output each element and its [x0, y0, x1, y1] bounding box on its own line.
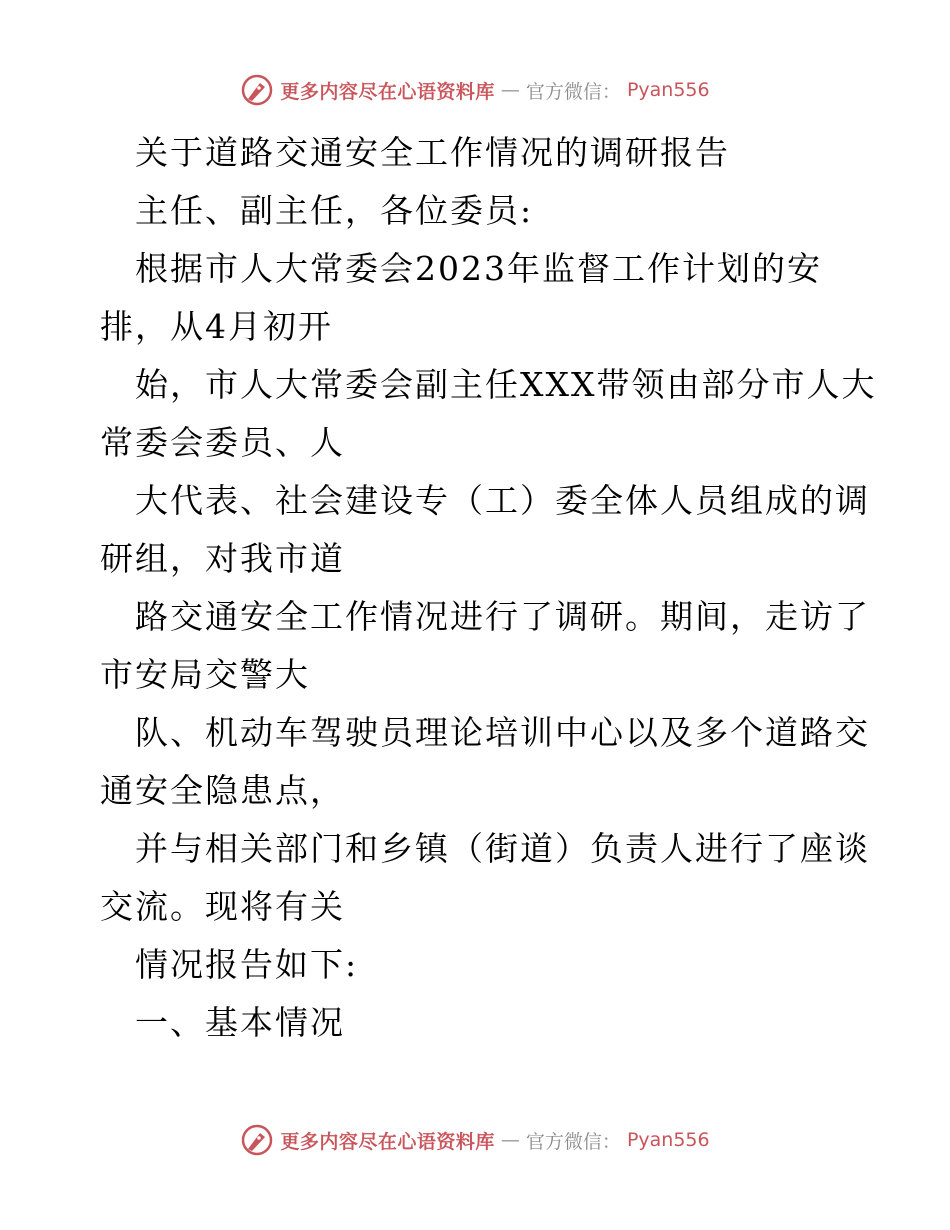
header-watermark	[0, 70, 950, 110]
watermark-brand-text: 更多内容尽在心语资料库	[280, 80, 495, 103]
paragraph-line: 并与相关部门和乡镇（街道）负责人进行了座谈	[135, 829, 870, 868]
watermark-wechat-label: 官方微信：	[525, 80, 621, 103]
paragraph-line: 始，市人大常委会副主任XXX带领由部分市人大	[135, 365, 877, 404]
paragraph-line: 情况报告如下:	[135, 945, 359, 984]
footer-watermark	[0, 1120, 950, 1160]
document-title: 关于道路交通安全工作情况的调研报告	[135, 133, 730, 172]
paragraph-line: 路交通安全工作情况进行了调研。期间，走访了	[135, 597, 870, 636]
paragraph-line: 市安局交警大	[100, 655, 310, 694]
watermark-wechat-label: 官方微信：	[525, 1130, 621, 1153]
paragraph-line: 根据市人大常委会2023年监督工作计划的安	[135, 249, 822, 288]
paragraph-line: 交流。现将有关	[100, 887, 345, 926]
paragraph-line: 研组，对我市道	[100, 539, 345, 578]
paragraph-line: 大代表、社会建设专（工）委全体人员组成的调	[135, 481, 870, 520]
watermark-separator: —	[500, 79, 520, 101]
paragraph-line: 队、机动车驾驶员理论培训中心以及多个道路交	[135, 713, 870, 752]
watermark-wechat-id: Pyan556	[626, 1129, 710, 1151]
section-heading: 一、基本情况	[135, 1003, 345, 1042]
watermark-brand-text: 更多内容尽在心语资料库	[280, 1130, 495, 1153]
watermark-separator: —	[500, 1129, 520, 1151]
pen-nib-circle-icon	[240, 1123, 274, 1157]
salutation: 主任、副主任，各位委员:	[135, 191, 534, 230]
paragraph-line: 常委会委员、人	[100, 423, 345, 462]
document-body	[100, 124, 877, 1052]
watermark-wechat-id: Pyan556	[626, 79, 710, 101]
paragraph-line: 通安全隐患点，	[100, 771, 345, 810]
paragraph-line: 排，从4月初开	[100, 307, 333, 346]
pen-nib-circle-icon	[240, 73, 274, 107]
